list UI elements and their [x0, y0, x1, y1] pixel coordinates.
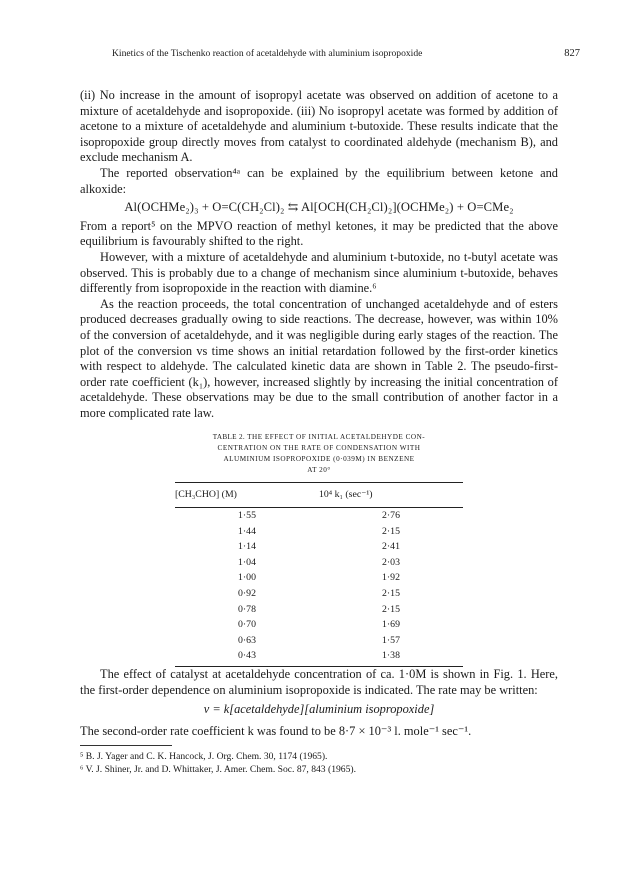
table-row [175, 539, 463, 555]
table-cell: 0·78 [238, 603, 256, 615]
table-cell: 1·44 [238, 525, 256, 537]
table-row [175, 555, 463, 571]
running-head [72, 46, 580, 62]
table-cell: 1·38 [319, 648, 463, 666]
paragraph: (ii) No increase in the amount of isopropyl acetate was observed on addition of acetone to a mixture of acetaldehyde and isopropoxide. (iii) No isopropyl acetate was formed by addition of acetone to a mixture of acetaldehyde and aluminium t-butoxide. These results indicate that the isopropoxide group directly moves from catalyst to coordinated aldehyde (mechanism B), and exclude mechanism A. [80, 88, 558, 165]
column-header-concentration: [CH₃CHO] (M) [175, 483, 319, 508]
paragraph: However, with a mixture of acetaldehyde and aluminium t-butoxide, no t-butyl acetate was observed. This is probably due to a change of mechanism since aluminium t-butoxide, behaves differently from isopropoxide in the reaction with diamine.⁶ [80, 249, 558, 296]
paragraph: The second-order rate coefficient k was found to be 8·7 × 10⁻³ l. mole⁻¹ sec⁻¹. [80, 723, 472, 738]
rate-equation: v = k[acetaldehyde][aluminium isopropoxide] [203, 702, 435, 717]
table-caption-line: CENTRATION ON THE RATE OF CONDENSATION WITH [217, 444, 421, 453]
table-cell: 1·14 [238, 541, 256, 553]
table-row [175, 570, 463, 586]
article-body [80, 88, 558, 776]
table-cell: 1·04 [238, 556, 256, 568]
table-row [175, 633, 463, 649]
page-number: 827 [564, 48, 580, 59]
footnote: ⁵ B. J. Yager and C. K. Hancock, J. Org. Chem. 30, 1174 (1965). [80, 751, 328, 763]
table-cell: 1·92 [382, 572, 400, 584]
table-caption-line: THE EFFECT OF INITIAL ACETALDEHYDE CON- [247, 433, 426, 442]
table-row [175, 586, 463, 602]
table-cell: 1·57 [382, 634, 400, 646]
table-cell: 0·63 [238, 634, 256, 646]
table-cell: 2·15 [382, 603, 400, 615]
table-cell: 2·41 [382, 541, 400, 553]
footnote: ⁶ V. J. Shiner, Jr. and D. Whittaker, J. Amer. Chem. Soc. 87, 843 (1965). [80, 764, 356, 776]
table-cell: 1·55 [238, 510, 256, 522]
table-2 [175, 432, 463, 667]
data-table [175, 482, 463, 667]
paragraph: The reported observation⁴ᵃ can be explained by the equilibrium between ketone and alkoxide: [80, 165, 558, 196]
journal-page [80, 46, 580, 776]
table-row [175, 648, 463, 666]
paragraph: From a report⁵ on the MPVO reaction of methyl ketones, it may be predicted that the above equilibrium is favourably shifted to the right. [80, 218, 558, 249]
running-head-title: Kinetics of the Tischenko reaction of acetaldehyde with aluminium isopropoxide [112, 48, 423, 59]
table-cell: 2·03 [382, 556, 400, 568]
table-caption-line: AT 20° [307, 466, 331, 475]
table-cell: 0·92 [238, 588, 256, 600]
table-cell: 2·76 [382, 510, 400, 522]
paragraph: The effect of catalyst at acetaldehyde concentration of ca. 1·0M is shown in Fig. 1. Here, the first-order dependence on aluminium isopropoxide is indicated. The rate may be written: [80, 667, 558, 697]
table-row [175, 617, 463, 633]
table-cell: 1·00 [238, 572, 256, 584]
table-cell: 0·43 [175, 648, 319, 666]
table-row [175, 524, 463, 540]
table-caption-line: ALUMINIUM ISOPROPOXIDE (0·039M) IN BENZENE [223, 455, 415, 464]
footnote-rule [80, 745, 172, 746]
equilibrium-equation: Al(OCHMe₂)₃ + O=C(CH₂Cl)₂ ⇆ Al[OCH(CH₂Cl)₂](OCHMe₂) + O=CMe₂ [124, 200, 514, 215]
table-cell: 2·15 [382, 588, 400, 600]
table-cell: 2·15 [382, 525, 400, 537]
paragraph: As the reaction proceeds, the total concentration of unchanged acetaldehyde and of esters produced decreases gradually owing to side reactions. The decrease, however, was within 10% of the conversion of acetaldehyde, and it was negligible during early stages of the reaction. The plot of the conversion vs time shows an initial retardation followed by the first-order kinetics with respect to aldehyde. The calculated kinetic data are shown in Table 2. The pseudo-first-order rate coefficient (k₁), however, increased slightly by increasing the initial concentration of acetaldehyde. These observations may be due to the small contribution of another factor in a more complicated rate law. [80, 296, 558, 420]
table-cell: 1·69 [382, 619, 400, 631]
footnotes [80, 750, 558, 776]
table-caption [175, 432, 463, 476]
table-row [175, 602, 463, 618]
column-header-rate: 10⁴ k₁ (sec⁻¹) [319, 483, 463, 508]
table-row [175, 508, 463, 524]
table-caption-label: TABLE 2. [212, 433, 245, 442]
table-cell: 0·70 [238, 619, 256, 631]
